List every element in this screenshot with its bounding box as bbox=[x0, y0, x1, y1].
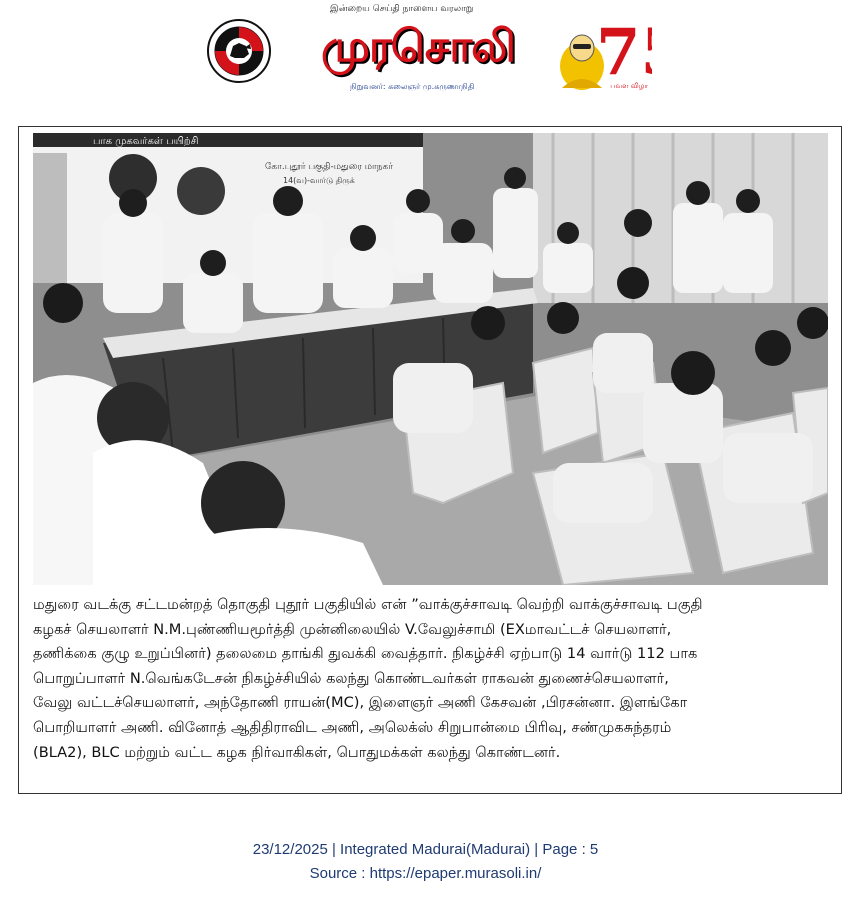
party-emblem-logo bbox=[206, 18, 272, 84]
caption-line: (BLA2), BLC மற்றும் வட்ட கழக நிர்வாகிகள், பொதுமக்கள் கலந்து கொண்டனர். bbox=[33, 743, 561, 761]
event-photo bbox=[33, 133, 828, 585]
caption-line: பொறியாளர் அணி. வினோத் ஆதிதிராவிட அணி, அலெக்ஸ் சிறுபான்மை பிரிவு, சண்முகசுந்தரம் bbox=[33, 718, 672, 736]
masthead-tagline: இன்றைய செய்தி நாளைய வரலாறு bbox=[330, 4, 474, 14]
event-photo-illustration bbox=[33, 133, 828, 585]
svg-text:75: 7 bbox=[596, 15, 641, 90]
article-caption bbox=[33, 593, 833, 765]
footer-source-link[interactable]: Source : https://epaper.murasoli.in/ bbox=[309, 865, 542, 882]
caption-line: கழகச் செயலாளர் N.M.புண்ணியமூர்த்தி முன்னிலையில் V.வேலுச்சாமி (EXமாவட்டச் செயலாளர், bbox=[33, 620, 672, 638]
page-footer bbox=[0, 838, 851, 886]
anniversary-label: பவள விழா bbox=[610, 82, 648, 90]
masthead-subtitle: நிறுவனர்: கலைஞர் மு.கருணாநிதி bbox=[350, 82, 475, 91]
masthead bbox=[200, 4, 652, 100]
banner-right-text: கோ.புதூர் பகுதி-மதுரை மாநகர் bbox=[265, 162, 393, 172]
newspaper-title-logo bbox=[282, 16, 554, 78]
caption-line: தணிக்கை குழு உறுப்பினர்) தலைமை தாங்கி துவக்கி வைத்தார். நிகழ்ச்சி ஏற்பாடு 14 வார்டு 112 பாக bbox=[33, 645, 698, 663]
news-article bbox=[18, 126, 842, 794]
caption-line: பொறுப்பாளர் N.வெங்கடேசன் நிகழ்ச்சியில் கலந்து கொண்டவர்கள் ராகவன் துணைச்செயலாளர், bbox=[33, 669, 669, 687]
caption-line: மதுரை வடக்கு சட்டமன்றத் தொகுதி புதூர் பகுதியில் என் ”வாக்குச்சாவடி வெற்றி வாக்குச்சாவடி பகுதி bbox=[33, 596, 703, 613]
banner-sub-text: 14(வ)-வார்டு திருக் bbox=[283, 176, 355, 185]
anniversary-75-logo bbox=[552, 8, 652, 98]
caption-line: வேலு வட்டச்செயலாளர், அந்தோணி ராயன்(MC), இளைஞர் அணி கேசவன் ,பிரசன்னா. இளங்கோ bbox=[33, 694, 688, 712]
banner-top-text: பாக முகவர்கள் பயிற்சி bbox=[93, 136, 199, 147]
footer-date-edition: 23/12/2025 | Integrated Madurai(Madurai) | Page : 5 bbox=[252, 841, 599, 858]
newspaper-title: முரசொலி bbox=[321, 21, 515, 72]
